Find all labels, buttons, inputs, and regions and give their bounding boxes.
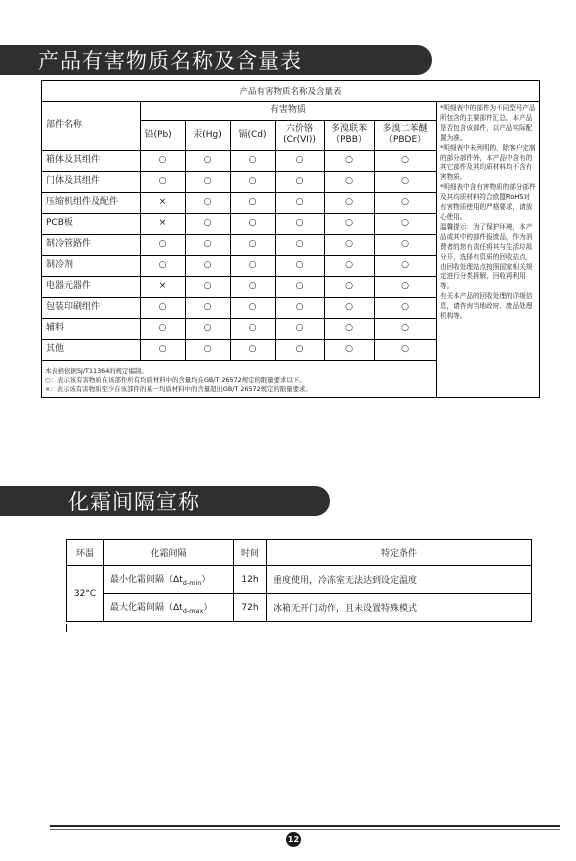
substance-header: 多溴联苯 （PBB） bbox=[324, 120, 374, 150]
substance-mark: ○ bbox=[230, 171, 275, 192]
max-interval-time: 72h bbox=[234, 594, 267, 622]
max-interval-label: 最大化霜间隔$(\Delta t_{d-max})$ bbox=[104, 594, 234, 622]
substance-mark: ○ bbox=[324, 255, 374, 276]
substance-mark: ○ bbox=[374, 234, 436, 255]
substance-mark: ○ bbox=[185, 150, 230, 171]
table-row bbox=[42, 318, 436, 339]
part-name: 制冷剂 bbox=[42, 255, 140, 276]
substance-mark: ○ bbox=[275, 276, 324, 297]
substance-mark: ○ bbox=[140, 339, 185, 360]
note-line: 本表格依据SJ/T11364的规定编制。 bbox=[45, 367, 148, 375]
defrost-interval-table bbox=[66, 539, 532, 622]
substance-mark: ○ bbox=[140, 318, 185, 339]
section-heading-defrost bbox=[0, 486, 330, 516]
substance-mark: ○ bbox=[275, 150, 324, 171]
footer-rule-thin bbox=[50, 829, 560, 830]
footer-rule bbox=[50, 825, 560, 827]
part-header: 部件名称 bbox=[42, 101, 140, 150]
substance-mark: ○ bbox=[324, 318, 374, 339]
substance-mark: ○ bbox=[275, 318, 324, 339]
page-number: 12 bbox=[286, 832, 301, 847]
substance-mark: ○ bbox=[230, 297, 275, 318]
substance-mark: ○ bbox=[324, 150, 374, 171]
substance-mark: ○ bbox=[324, 297, 374, 318]
env-temp-cell: 32°C bbox=[67, 566, 104, 622]
substance-mark: ○ bbox=[324, 171, 374, 192]
table-row bbox=[42, 192, 436, 213]
substance-header: 汞(Hg) bbox=[185, 120, 230, 150]
part-name: 电器元器件 bbox=[42, 276, 140, 297]
substance-mark: ○ bbox=[275, 297, 324, 318]
substance-mark: ○ bbox=[230, 213, 275, 234]
hazardous-grid bbox=[42, 101, 437, 361]
table-row bbox=[42, 213, 436, 234]
side-note: *明细表中的部件为不同型号产品所包含的主要部件汇总，本产品是否包含该部件，以产品实际配置为准。 *明细表中未列明的，除客户定制的部分部件外，本产品中含有的其它部件及其均质材料均不含有害物质。 *明细表中含有害物质的部分部件及其均质材料符合欧盟RoHS对有害物质使用的严格要求，请放心使用。 温馨提示：为了保护环境，本产品或其中的部件报废品，作为消费者的您有责任将其与生活垃圾分开，选择有资质的回收站点，由回收处理站点按照国家相关规定进行分类拆解、回收再利用等。 有关本产品的回收处理的详细信息，请咨询当地政府、废品处理机构等。 bbox=[436, 101, 540, 397]
substance-header: 镉(Cd) bbox=[230, 120, 275, 150]
substance-header: 铅(Pb) bbox=[140, 120, 185, 150]
min-interval-label: 最小化霜间隔$(\Delta t_{d-min})$ bbox=[104, 566, 234, 594]
substance-mark: ○ bbox=[185, 297, 230, 318]
hazardous-substance-table bbox=[41, 80, 540, 398]
substance-mark: ○ bbox=[374, 339, 436, 360]
substance-mark: ○ bbox=[275, 171, 324, 192]
max-interval-condition: 冰箱无开门动作，且未设置特殊模式 bbox=[267, 594, 532, 622]
substance-mark: ○ bbox=[185, 339, 230, 360]
table-row bbox=[42, 234, 436, 255]
substance-mark: ○ bbox=[275, 234, 324, 255]
substance-mark: ○ bbox=[374, 192, 436, 213]
table-row bbox=[42, 339, 436, 360]
substance-mark: ○ bbox=[140, 234, 185, 255]
part-name: 制冷管路件 bbox=[42, 234, 140, 255]
substance-mark: ○ bbox=[185, 171, 230, 192]
substance-mark: ○ bbox=[275, 255, 324, 276]
substance-mark: ○ bbox=[374, 276, 436, 297]
section-heading-defrost-text: 化霜间隔宣称 bbox=[68, 490, 200, 514]
part-name: 辅料 bbox=[42, 318, 140, 339]
substance-mark: × bbox=[140, 276, 185, 297]
part-name: 其他 bbox=[42, 339, 140, 360]
table-row bbox=[42, 276, 436, 297]
header-time: 时间 bbox=[234, 540, 267, 566]
substance-mark: ○ bbox=[230, 234, 275, 255]
substance-mark: ○ bbox=[324, 234, 374, 255]
substance-mark: × bbox=[140, 213, 185, 234]
part-name: 箱体及其组件 bbox=[42, 150, 140, 171]
substance-mark: ○ bbox=[324, 339, 374, 360]
substance-mark: × bbox=[140, 192, 185, 213]
substance-mark: ○ bbox=[140, 255, 185, 276]
substance-mark: ○ bbox=[374, 318, 436, 339]
substance-mark: ○ bbox=[230, 318, 275, 339]
substance-mark: ○ bbox=[140, 297, 185, 318]
part-name: 压缩机组件及配件 bbox=[42, 192, 140, 213]
note-line: ○：表示该有害物质在该部件所有均质材料中的含量均在GB/T 26572规定的限量要求以下。 bbox=[45, 376, 306, 384]
table-notes bbox=[45, 367, 435, 394]
substance-mark: ○ bbox=[230, 255, 275, 276]
substance-mark: ○ bbox=[275, 192, 324, 213]
substance-mark: ○ bbox=[275, 339, 324, 360]
substance-mark: ○ bbox=[185, 318, 230, 339]
table-row bbox=[42, 150, 436, 171]
header-condition: 特定条件 bbox=[267, 540, 532, 566]
substance-mark: ○ bbox=[230, 150, 275, 171]
note-line: ×：表示该有害物质至少在该部件的某一均质材料中的含量超出GB/T 26572规定的限量要求。 bbox=[45, 385, 312, 393]
substance-mark: ○ bbox=[374, 150, 436, 171]
section-heading-hazardous bbox=[0, 45, 432, 75]
table-row bbox=[42, 297, 436, 318]
part-name: 包装印刷组件 bbox=[42, 297, 140, 318]
substance-mark: ○ bbox=[185, 213, 230, 234]
substance-mark: ○ bbox=[324, 213, 374, 234]
table-row bbox=[42, 171, 436, 192]
substance-mark: ○ bbox=[275, 213, 324, 234]
part-name: 门体及其组件 bbox=[42, 171, 140, 192]
substance-mark: ○ bbox=[140, 150, 185, 171]
substance-header: 多溴二苯醚 （PBDE） bbox=[374, 120, 436, 150]
substance-mark: ○ bbox=[324, 276, 374, 297]
substance-mark: ○ bbox=[140, 171, 185, 192]
substance-mark: ○ bbox=[185, 276, 230, 297]
table-title: 产品有害物质名称及含量表 bbox=[42, 81, 539, 102]
substance-mark: ○ bbox=[185, 192, 230, 213]
substance-mark: ○ bbox=[230, 339, 275, 360]
substance-mark: ○ bbox=[374, 171, 436, 192]
min-interval-condition: 重度使用，冷冻室无法达到设定温度 bbox=[267, 566, 532, 594]
substance-mark: ○ bbox=[374, 297, 436, 318]
part-name: PCB板 bbox=[42, 213, 140, 234]
substance-mark: ○ bbox=[324, 192, 374, 213]
substance-mark: ○ bbox=[230, 192, 275, 213]
table-edge-tick bbox=[66, 624, 67, 632]
substance-group-header: 有害物质 bbox=[140, 101, 436, 120]
substance-mark: ○ bbox=[230, 276, 275, 297]
substance-mark: ○ bbox=[185, 234, 230, 255]
substance-mark: ○ bbox=[374, 255, 436, 276]
substance-mark: ○ bbox=[185, 255, 230, 276]
section-heading-hazardous-text: 产品有害物质名称及含量表 bbox=[38, 49, 302, 73]
header-interval: 化霜间隔 bbox=[104, 540, 234, 566]
min-interval-time: 12h bbox=[234, 566, 267, 594]
table-row bbox=[42, 255, 436, 276]
substance-header: 六价铬 (Cr(VI)) bbox=[275, 120, 324, 150]
substance-mark: ○ bbox=[374, 213, 436, 234]
header-env-temp: 环温 bbox=[67, 540, 104, 566]
